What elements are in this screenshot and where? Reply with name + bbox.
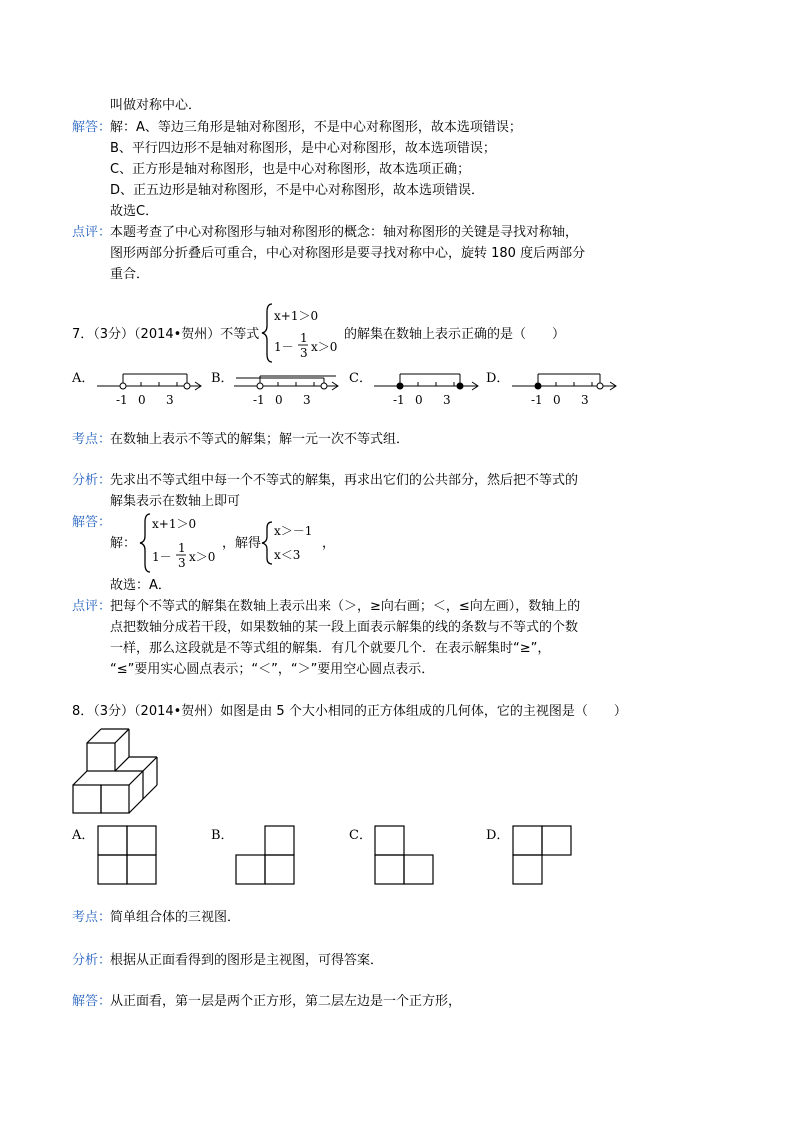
sys-row2-b: x＞0 [311, 340, 338, 354]
q8-option-a-label[interactable]: A． [72, 828, 95, 843]
svg-text:3: 3 [443, 393, 451, 407]
prev-answer-label: 解答： [72, 120, 112, 135]
q7-option-a-numberline[interactable] [95, 366, 205, 408]
q7-stem-suffix: 的解集在数轴上表示正确的是（ ） [344, 327, 566, 342]
prev-answer-line: 故选C． [110, 204, 159, 219]
svg-text:-1: -1 [393, 393, 405, 407]
prev-comment-label: 点评： [72, 225, 112, 240]
q7-kaodian-label: 考点： [72, 432, 112, 447]
q7-stem-prefix: 7．（3分）（2014•贺州）不等式 [72, 327, 260, 342]
q8-kaodian: 简单组合体的三视图． [110, 910, 241, 925]
sys-row2-den: 3 [300, 346, 308, 360]
q7-answer-system [140, 512, 230, 574]
q7-answer-middle: ，解得 [222, 536, 262, 551]
q7-answer-label: 解答： [72, 515, 112, 530]
q8-option-b-label[interactable]: B． [211, 828, 234, 843]
q8-stem: 8．（3分）（2014•贺州）如图是由 5 个大小相同的正方体组成的几何体，它的主视图是（ ） [72, 704, 627, 719]
q7-option-a-label[interactable]: A． [72, 371, 95, 386]
prev-continuation: 叫做对称中心． [110, 98, 202, 113]
prev-comment-line: 重合． [110, 267, 150, 282]
sys-row1: x+1＞0 [274, 309, 319, 323]
q7-answer-prefix: 解： [110, 536, 137, 551]
q8-option-a-view[interactable] [97, 825, 157, 885]
q7-comment-label: 点评： [72, 599, 112, 614]
q7-fenxi-label: 分析： [72, 473, 112, 488]
prev-comment-line: 图形两部分折叠后可重合，中心对称图形是要寻找对称中心，旋转 180 度后两部分 [110, 246, 586, 261]
svg-text:1－: 1－ [152, 550, 172, 564]
prev-answer-line: 解：A、等边三角形是轴对称图形，不是中心对称图形，故本选项错误； [110, 120, 522, 135]
q7-answer-end: 故选：A． [110, 578, 171, 593]
svg-text:x＞0: x＞0 [189, 550, 216, 564]
svg-text:x＞－1: x＞－1 [274, 524, 313, 538]
q7-comment-line: 把每个不等式的解集在数轴上表示出来（＞，≥向右画；＜，≤向左画），数轴上的 [110, 599, 581, 614]
left-brace-icon [262, 522, 272, 564]
q7-comment-line: 点把数轴分成若干段，如果数轴的某一段上面表示解集的线的条数与不等式的个数 [110, 620, 579, 635]
svg-text:0: 0 [275, 393, 283, 407]
q7-option-c-label[interactable]: C． [349, 371, 372, 386]
q7-answer-suffix: ， [322, 536, 336, 551]
q7-answer-result [262, 520, 326, 566]
svg-text:-1: -1 [253, 393, 265, 407]
q7-option-d-numberline[interactable] [510, 366, 620, 408]
q7-option-b-label[interactable]: B． [211, 371, 234, 386]
q7-option-b-numberline[interactable] [232, 366, 342, 408]
q7-option-d-label[interactable]: D． [486, 371, 510, 386]
prev-answer-line: B、平行四边形不是轴对称图形，是中心对称图形，故本选项错误； [110, 141, 496, 156]
q8-option-d-view[interactable] [512, 825, 572, 885]
svg-text:x＜3: x＜3 [274, 548, 301, 562]
svg-text:0: 0 [415, 393, 423, 407]
q8-option-c-label[interactable]: C． [349, 828, 372, 843]
prev-answer-line: D、正五边形是轴对称图形，不是中心对称图形，故本选项错误． [110, 183, 485, 198]
q8-option-d-label[interactable]: D． [486, 828, 510, 843]
svg-text:3: 3 [166, 393, 174, 407]
svg-text:3: 3 [303, 393, 311, 407]
prev-answer-line: C、正方形是轴对称图形，也是中心对称图形，故本选项正确； [110, 162, 471, 177]
q8-option-b-view[interactable] [235, 825, 295, 885]
svg-text:1: 1 [178, 541, 186, 555]
q8-fenxi-label: 分析： [72, 953, 112, 968]
q7-kaodian: 在数轴上表示不等式的解集；解一元一次不等式组． [110, 432, 410, 447]
q8-kaodian-label: 考点： [72, 910, 112, 925]
q7-comment-line: 一样，那么这段就是不等式组的解集．有几个就要几个．在表示解集时“≥”， [110, 641, 551, 656]
left-brace-icon [262, 304, 272, 362]
prev-comment-line: 本题考查了中心对称图形与轴对称图形的概念：轴对称图形的关键是寻找对称轴， [110, 225, 579, 240]
q7-fenxi-line: 先求出不等式组中每一个不等式的解集，再求出它们的公共部分，然后把不等式的 [110, 473, 579, 488]
svg-text:3: 3 [178, 556, 186, 570]
svg-text:0: 0 [138, 393, 146, 407]
sys-row2-a: 1－ [274, 340, 294, 354]
q7-inequality-system [262, 302, 352, 364]
svg-text:3: 3 [581, 393, 589, 407]
svg-text:x+1＞0: x+1＞0 [152, 517, 197, 531]
svg-text:-1: -1 [116, 393, 128, 407]
q8-solid-figure [70, 728, 160, 818]
q7-option-c-numberline[interactable] [372, 366, 482, 408]
q7-comment-line: “≤”要用实心圆点表示；“＜”，“＞”要用空心圆点表示． [110, 662, 435, 677]
q8-fenxi: 根据从正面看得到的图形是主视图，可得答案． [110, 953, 384, 968]
q8-answer: 从正面看，第一层是两个正方形，第二层左边是一个正方形， [110, 994, 462, 1009]
sys-row2-num: 1 [300, 331, 308, 345]
svg-text:-1: -1 [531, 393, 543, 407]
svg-text:0: 0 [553, 393, 561, 407]
q8-option-c-view[interactable] [374, 825, 434, 885]
q8-answer-label: 解答： [72, 994, 112, 1009]
left-brace-icon [140, 514, 150, 572]
q7-fenxi-line: 解集表示在数轴上即可 [110, 494, 241, 509]
